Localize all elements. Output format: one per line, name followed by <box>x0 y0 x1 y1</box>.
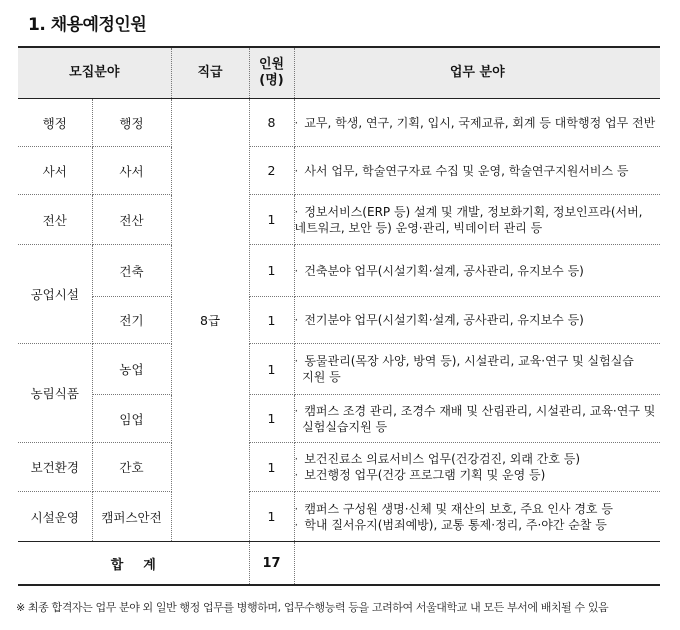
footnote: ※ 최종 합격자는 업무 분야 외 일반 행정 업무를 병행하며, 업무수행능력 등을 고려하여 서울대학교 내 모든 부서에 배치될 수 있음 <box>16 601 609 614</box>
total-row <box>18 542 660 586</box>
count-cell: 1 <box>249 492 294 542</box>
header-duties: 업무 분야 <box>294 47 660 99</box>
subfield-cell: 건축 <box>92 245 171 297</box>
duty-line: · 교무, 학생, 연구, 기획, 입시, 국제교류, 회계 등 대학행정 업무 전반 <box>294 115 656 130</box>
duty-cell <box>294 147 660 195</box>
category-cell: 행정 <box>18 99 92 147</box>
table-row <box>18 492 660 542</box>
total-label: 합계 <box>18 542 249 586</box>
duty-cell <box>294 297 660 344</box>
subfield-cell: 캠퍼스안전 <box>92 492 171 542</box>
table-row <box>18 297 660 344</box>
subfield-cell: 임업 <box>92 395 171 443</box>
table-row <box>18 99 660 147</box>
grade-cell: 8급 <box>171 99 249 542</box>
duty-cell <box>294 443 660 492</box>
count-cell: 1 <box>249 443 294 492</box>
subfield-cell: 간호 <box>92 443 171 492</box>
duty-line: · 정보서비스(ERP 등) 설계 및 개발, 정보화기획, 정보인프라(서버, <box>294 204 643 219</box>
header-count-line1: 인원 <box>258 57 285 72</box>
count-cell: 2 <box>249 147 294 195</box>
duty-line: 네트워크, 보안 등) 운영·관리, 빅데이터 관리 등 <box>294 220 543 235</box>
count-cell: 1 <box>249 195 294 245</box>
header-field: 모집분야 <box>18 47 171 99</box>
duty-cell <box>294 395 660 443</box>
subfield-cell: 행정 <box>92 99 171 147</box>
duty-cell <box>294 195 660 245</box>
subfield-cell: 전기 <box>92 297 171 344</box>
subfield-cell: 농업 <box>92 344 171 395</box>
duty-cell <box>294 245 660 297</box>
table-header-row <box>18 47 660 99</box>
table-row <box>18 245 660 297</box>
count-cell: 8 <box>249 99 294 147</box>
category-cell: 농림식품 <box>18 344 92 443</box>
duty-line: · 학내 질서유지(범죄예방), 교통 통제·정리, 주·야간 순찰 등 <box>294 517 607 532</box>
table-row <box>18 147 660 195</box>
duty-line: · 캠퍼스 구성원 생명·신체 및 재산의 보호, 주요 인사 경호 등 <box>294 501 613 516</box>
count-cell: 1 <box>249 395 294 443</box>
table-row <box>18 195 660 245</box>
total-empty-cell <box>294 542 660 586</box>
duty-line: · 건축분야 업무(시설기획·설계, 공사관리, 유지보수 등) <box>294 263 584 278</box>
category-cell: 전산 <box>18 195 92 245</box>
category-cell: 사서 <box>18 147 92 195</box>
header-grade: 직급 <box>171 47 249 99</box>
table-row <box>18 395 660 443</box>
duty-cell <box>294 99 660 147</box>
duty-cell <box>294 492 660 542</box>
total-count: 17 <box>249 542 294 586</box>
category-cell: 공업시설 <box>18 245 92 344</box>
duty-line: 지원 등 <box>302 370 341 384</box>
count-cell: 1 <box>249 245 294 297</box>
table-row <box>18 344 660 395</box>
duty-cell <box>294 344 660 395</box>
count-cell: 1 <box>249 297 294 344</box>
duty-line: · 사서 업무, 학술연구자료 수집 및 운영, 학술연구지원서비스 등 <box>294 163 629 178</box>
count-cell: 1 <box>249 344 294 395</box>
subfield-cell: 사서 <box>92 147 171 195</box>
recruitment-table <box>18 46 660 586</box>
duty-line: · 전기분야 업무(시설기획·설계, 공사관리, 유지보수 등) <box>294 313 584 327</box>
duty-line: · 캠퍼스 조경 관리, 조경수 재배 및 산림관리, 시설관리, 교육·연구 및 <box>294 403 656 418</box>
duty-line: 실험실습지원 등 <box>302 419 388 434</box>
header-count <box>249 47 294 99</box>
header-count-line2: (명) <box>259 73 284 88</box>
table-row <box>18 443 660 492</box>
subfield-cell: 전산 <box>92 195 171 245</box>
duty-line: · 동물관리(목장 사양, 방역 등), 시설관리, 교육·연구 및 실험실습 <box>294 354 634 368</box>
duty-line: · 보건진료소 의료서비스 업무(건강검진, 외래 간호 등) <box>294 452 581 466</box>
section-heading: 1. 채용예정인원 <box>28 15 147 35</box>
category-cell: 보건환경 <box>18 443 92 492</box>
category-cell: 시설운영 <box>18 492 92 542</box>
duty-line: · 보건행정 업무(건강 프로그램 기획 및 운영 등) <box>294 468 546 482</box>
